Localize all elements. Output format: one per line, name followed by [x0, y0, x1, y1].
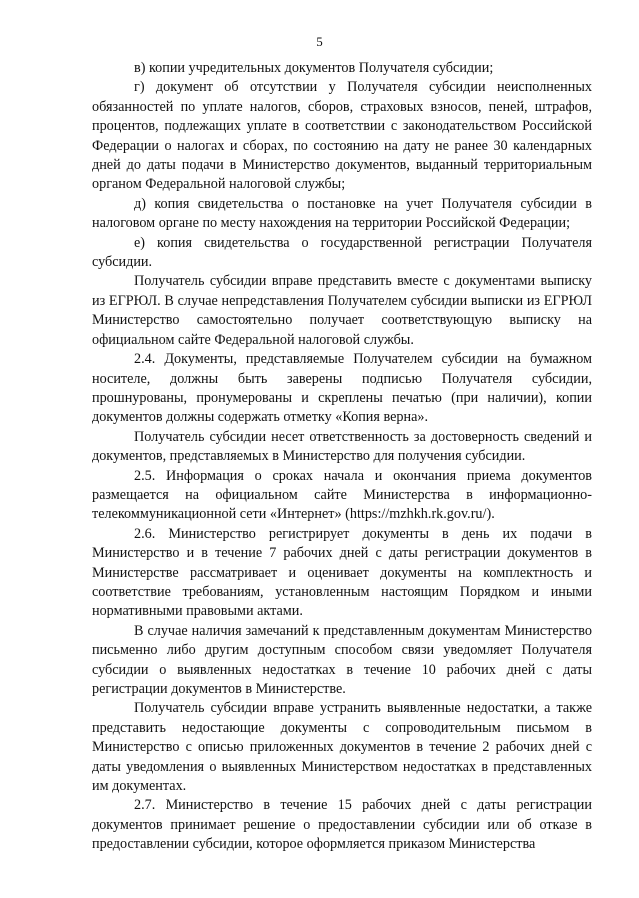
- paragraph-2-6: 2.6. Министерство регистрирует документы в день их подачи в Министерство и в течение 7 рабочих дней с даты регистрации документов в Министерстве рассматривает и оценивает документы на комплектность и соответствие требованиям, установленным настоящим Порядком и иными нормативными правовыми актами.: [92, 525, 592, 620]
- paragraph-responsibility: Получатель субсидии несет ответственность за достоверность сведений и документов, представляемых в Министерство для получения субсидии.: [92, 428, 592, 465]
- paragraph-2-5: 2.5. Информация о сроках начала и окончания приема документов размещается на официальном сайте Министерства в информационно-телекоммуникационной сети «Интернет» (https://mzhkh.rk.gov.ru/).: [92, 467, 592, 523]
- paragraph-item-v: в) копии учредительных документов Получателя субсидии;: [134, 60, 494, 76]
- paragraph-2-7: 2.7. Министерство в течение 15 рабочих дней с даты регистрации документов принимает решение о предоставлении субсидии или об отказе в предоставлении субсидии, которое оформляется приказом Министерства: [92, 797, 592, 853]
- document-body: [92, 59, 592, 855]
- paragraph-item-g: г) документ об отсутствии у Получателя субсидии неисполненных обязанностей по уплате налогов, сборов, страховых взносов, пеней, штрафов, процентов, подлежащих уплате в соответствии с законодательством Российской Федерации о налогах и сборах, по состоянию на дату не ранее 30 календарных дней до даты подачи в Министерство документов, выданный территориальным органом Федеральной налоговой службы;: [92, 79, 592, 193]
- paragraph-2-4: 2.4. Документы, представляемые Получателем субсидии на бумажном носителе, должны быть заверены подписью Получателя субсидии, прошнурованы, пронумерованы и скреплены печатью (при наличии), копии документов должны содержать отметку «Копия верна».: [92, 351, 592, 426]
- paragraph-corrections: Получатель субсидии вправе устранить выявленные недостатки, а также представить недостающие документы с сопроводительным письмом в Министерство с описью приложенных документов в течение 2 рабочих дней с даты уведомления о выявленных Министерством недостатках в представленных им документах.: [92, 700, 592, 795]
- paragraph-item-d: д) копия свидетельства о постановке на учет Получателя субсидии в налоговом органе по месту нахождения на территории Российской Федерации;: [92, 195, 592, 232]
- paragraph-item-e: е) копия свидетельства о государственной регистрации Получателя субсидии.: [92, 234, 592, 271]
- paragraph-remarks: В случае наличия замечаний к представленным документам Министерство письменно либо другим доступным способом связи уведомляет Получателя субсидии о выявленных недостатках в течение 10 рабочих дней с даты регистрации документов в Министерстве.: [92, 622, 592, 697]
- page-number: 5: [316, 34, 323, 49]
- paragraph-egrul-extract: Получатель субсидии вправе представить вместе с документами выписку из ЕГРЮЛ. В случае непредставления Получателем субсидии выписки из ЕГРЮЛ Министерство самостоятельно получает соответствующую выписку на официальном сайте Федеральной налоговой службы.: [92, 273, 592, 348]
